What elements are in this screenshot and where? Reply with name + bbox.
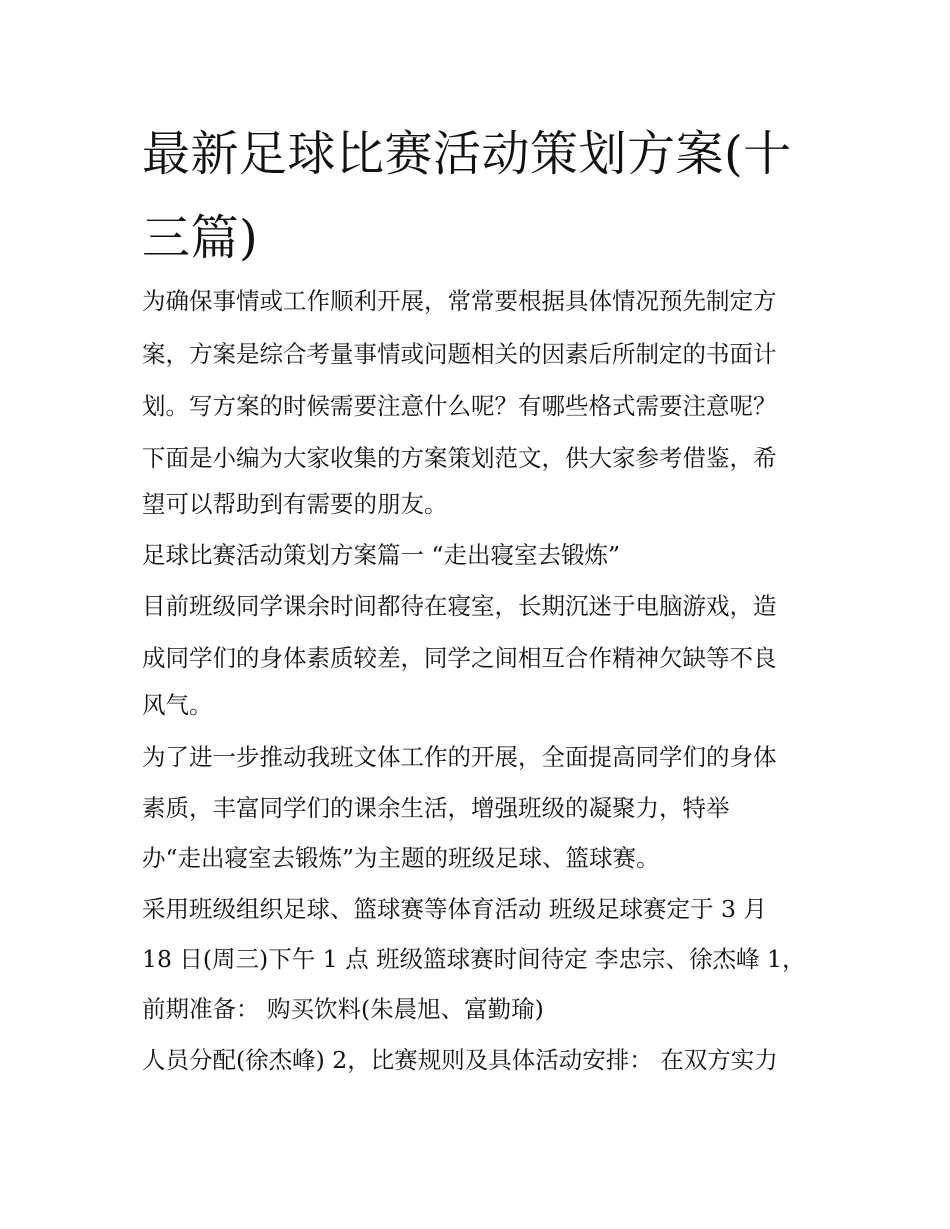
body-line-8: 18 日(周三)下午 1 点 班级篮球赛时间待定 李忠宗、徐杰峰 1， bbox=[142, 945, 806, 973]
title-line-1: 最新足球比赛活动策划方案(十 bbox=[142, 126, 792, 182]
body-line-9: 前期准备： 购买饮料(朱晨旭、富勤瑜) bbox=[142, 995, 544, 1023]
document-title bbox=[142, 112, 822, 280]
title-line-2: 三篇) bbox=[142, 210, 259, 266]
body-line-10: 人员分配(徐杰峰) 2，比赛规则及具体活动安排： 在双方实力 bbox=[142, 1046, 778, 1074]
body-line-3: 风气。 bbox=[142, 691, 213, 719]
intro-line-5: 望可以帮助到有需要的朋友。 bbox=[142, 490, 448, 518]
body-line-4: 为了进一步推动我班文体工作的开展，全面提高同学们的身体 bbox=[142, 743, 777, 771]
body-line-5: 素质，丰富同学们的课余生活，增强班级的凝聚力，特举 bbox=[142, 794, 730, 822]
intro-line-3: 划。写方案的时候需要注意什么呢？有哪些格式需要注意呢？ bbox=[142, 392, 777, 420]
body-line-2: 成同学们的身体素质较差，同学之间相互合作精神欠缺等不良 bbox=[142, 644, 777, 672]
body-line-7: 采用班级组织足球、篮球赛等体育活动 班级足球赛定于 3 月 bbox=[142, 895, 767, 923]
intro-line-4: 下面是小编为大家收集的方案策划范文，供大家参考借鉴，希 bbox=[142, 444, 777, 472]
intro-line-1: 为确保事情或工作顺利开展，常常要根据具体情况预先制定方 bbox=[142, 287, 777, 315]
body-line-6: 办“走出寝室去锻炼”为主题的班级足球、篮球赛。 bbox=[142, 844, 660, 872]
section-heading: 足球比赛活动策划方案篇一 “走出寝室去锻炼” bbox=[142, 541, 620, 569]
body-line-1: 目前班级同学课余时间都待在寝室，长期沉迷于电脑游戏，造 bbox=[142, 592, 777, 620]
intro-line-2: 案，方案是综合考量事情或问题相关的因素后所制定的书面计 bbox=[142, 340, 777, 368]
